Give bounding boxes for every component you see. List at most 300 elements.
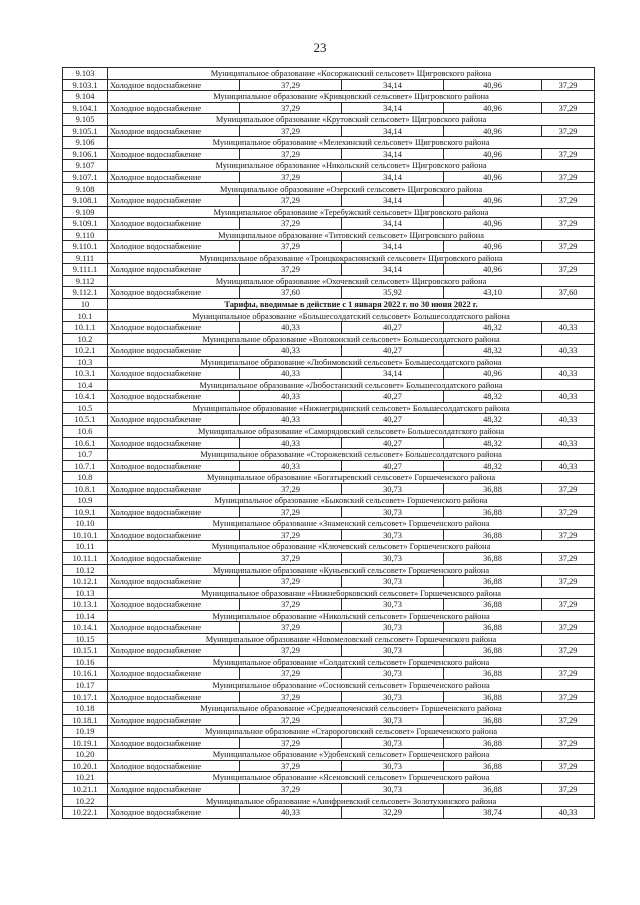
tariff-row <box>63 414 595 426</box>
tariff-value-3: 48,32 <box>444 391 542 403</box>
service-name: Холодное водоснабжение <box>108 737 240 749</box>
tariff-row <box>63 322 595 334</box>
tariff-row <box>63 783 595 795</box>
row-number: 10.17.1 <box>63 691 108 703</box>
tariff-row <box>63 241 595 253</box>
tariff-value-2: 40,27 <box>342 322 444 334</box>
tariff-value-1: 37,29 <box>240 218 342 230</box>
municipality-name: Муниципальное образование «Богатыревский сельсовет» Горшеченского района <box>108 472 595 484</box>
row-number: 9.105 <box>63 114 108 126</box>
tariff-value-3: 36,88 <box>444 668 542 680</box>
tariff-value-2: 34,14 <box>342 368 444 380</box>
municipality-heading-row <box>63 795 595 807</box>
tariff-value-2: 34,14 <box>342 241 444 253</box>
municipality-heading-row <box>63 749 595 761</box>
tariff-value-2: 40,27 <box>342 391 444 403</box>
service-name: Холодное водоснабжение <box>108 437 240 449</box>
tariff-value-3: 40,96 <box>444 264 542 276</box>
row-number: 10.7 <box>63 449 108 461</box>
tariff-row <box>63 576 595 588</box>
tariff-value-4: 40,33 <box>542 391 595 403</box>
tariff-value-4: 40,33 <box>542 460 595 472</box>
tariff-value-2: 30,73 <box>342 668 444 680</box>
tariff-value-2: 34,14 <box>342 171 444 183</box>
service-name: Холодное водоснабжение <box>108 414 240 426</box>
service-name: Холодное водоснабжение <box>108 506 240 518</box>
tariff-value-3: 48,32 <box>444 437 542 449</box>
service-name: Холодное водоснабжение <box>108 529 240 541</box>
row-number: 10.18 <box>63 703 108 715</box>
municipality-heading-row <box>63 703 595 715</box>
municipality-heading-row <box>63 541 595 553</box>
municipality-name: Муниципальное образование «Косоржанский сельсовет» Щигровского района <box>108 68 595 80</box>
municipality-name: Муниципальное образование «Озерский сельсовет» Щигровского района <box>108 183 595 195</box>
tariff-row <box>63 345 595 357</box>
tariff-value-3: 36,88 <box>444 783 542 795</box>
service-name: Холодное водоснабжение <box>108 345 240 357</box>
tariff-value-4: 37,29 <box>542 622 595 634</box>
service-name: Холодное водоснабжение <box>108 783 240 795</box>
municipality-heading-row <box>63 495 595 507</box>
tariff-value-1: 37,29 <box>240 264 342 276</box>
service-name: Холодное водоснабжение <box>108 391 240 403</box>
tariff-value-3: 36,88 <box>444 552 542 564</box>
tariff-value-4: 37,29 <box>542 737 595 749</box>
tariff-value-2: 34,14 <box>342 102 444 114</box>
row-number: 10.6.1 <box>63 437 108 449</box>
row-number: 10.8.1 <box>63 483 108 495</box>
row-number: 9.108.1 <box>63 195 108 207</box>
tariff-value-2: 34,14 <box>342 79 444 91</box>
tariff-value-1: 37,29 <box>240 195 342 207</box>
tariff-row <box>63 622 595 634</box>
row-number: 9.111 <box>63 252 108 264</box>
tariff-value-4: 37,29 <box>542 148 595 160</box>
tariff-value-4: 37,29 <box>542 264 595 276</box>
municipality-name: Муниципальное образование «Крутовский сельсовет» Щигровского района <box>108 114 595 126</box>
tariff-value-2: 30,73 <box>342 645 444 657</box>
tariff-value-4: 40,33 <box>542 368 595 380</box>
municipality-name: Муниципальное образование «Саморядовский сельсовет» Большесолдатского района <box>108 425 595 437</box>
tariff-value-2: 32,29 <box>342 807 444 819</box>
tariff-row <box>63 368 595 380</box>
tariff-value-2: 30,73 <box>342 622 444 634</box>
row-number: 10.15.1 <box>63 645 108 657</box>
tariff-value-1: 37,29 <box>240 148 342 160</box>
municipality-name: Муниципальное образование «Анифриевский сельсовет» Золотухинского района <box>108 795 595 807</box>
row-number: 10.2 <box>63 333 108 345</box>
municipality-name: Муниципальное образование «Новомеловский сельсовет» Горшеченского района <box>108 633 595 645</box>
service-name: Холодное водоснабжение <box>108 645 240 657</box>
row-number: 9.107.1 <box>63 171 108 183</box>
tariff-value-2: 40,27 <box>342 414 444 426</box>
municipality-heading-row <box>63 137 595 149</box>
tariff-row <box>63 645 595 657</box>
municipality-heading-row <box>63 206 595 218</box>
municipality-name: Муниципальное образование «Ясеновский сельсовет» Горшеченского района <box>108 772 595 784</box>
municipality-name: Муниципальное образование «Солдатский сельсовет» Горшеченского района <box>108 656 595 668</box>
municipality-name: Муниципальное образование «Куньевский сельсовет» Горшеченского района <box>108 564 595 576</box>
tariff-value-1: 37,29 <box>240 668 342 680</box>
row-number: 10.6 <box>63 425 108 437</box>
tariff-value-3: 40,96 <box>444 218 542 230</box>
tariff-value-2: 30,73 <box>342 599 444 611</box>
row-number: 10.3.1 <box>63 368 108 380</box>
tariff-value-1: 37,29 <box>240 645 342 657</box>
row-number: 10.15 <box>63 633 108 645</box>
tariff-value-4: 37,29 <box>542 529 595 541</box>
tariff-value-1: 37,29 <box>240 529 342 541</box>
municipality-name: Муниципальное образование «Теребужский сельсовет» Щигровского района <box>108 206 595 218</box>
service-name: Холодное водоснабжение <box>108 691 240 703</box>
tariff-row <box>63 148 595 160</box>
row-number: 10.20 <box>63 749 108 761</box>
row-number: 10.14 <box>63 610 108 622</box>
tariff-value-2: 30,73 <box>342 760 444 772</box>
tariff-value-4: 37,29 <box>542 576 595 588</box>
tariff-value-2: 30,73 <box>342 483 444 495</box>
tariff-row <box>63 391 595 403</box>
tariff-row <box>63 714 595 726</box>
row-number: 10.5.1 <box>63 414 108 426</box>
tariff-row <box>63 460 595 472</box>
municipality-name: Муниципальное образование «Никольский сельсовет» Горшеченского района <box>108 610 595 622</box>
tariff-row <box>63 483 595 495</box>
tariff-row <box>63 760 595 772</box>
tariff-value-3: 40,96 <box>444 195 542 207</box>
tariff-row <box>63 437 595 449</box>
tariff-value-2: 30,73 <box>342 737 444 749</box>
tariff-value-1: 37,29 <box>240 737 342 749</box>
tariff-row <box>63 287 595 299</box>
municipality-heading-row <box>63 610 595 622</box>
row-number: 9.106.1 <box>63 148 108 160</box>
row-number: 10.20.1 <box>63 760 108 772</box>
tariff-value-2: 35,92 <box>342 287 444 299</box>
section-title: Тарифы, вводимые в действие с 1 января 2022 г. по 30 июня 2022 г. <box>108 298 595 310</box>
municipality-heading-row <box>63 356 595 368</box>
row-number: 10.18.1 <box>63 714 108 726</box>
tariff-value-2: 30,73 <box>342 691 444 703</box>
service-name: Холодное водоснабжение <box>108 125 240 137</box>
service-name: Холодное водоснабжение <box>108 599 240 611</box>
tariff-value-3: 36,88 <box>444 506 542 518</box>
tariff-value-3: 40,96 <box>444 368 542 380</box>
tariff-value-4: 40,33 <box>542 322 595 334</box>
row-number: 10.11.1 <box>63 552 108 564</box>
tariff-row <box>63 195 595 207</box>
tariff-value-1: 40,33 <box>240 460 342 472</box>
municipality-name: Муниципальное образование «Нижнеборковский сельсовет» Горшеченского района <box>108 587 595 599</box>
tariff-value-1: 37,29 <box>240 125 342 137</box>
tariff-value-3: 48,32 <box>444 345 542 357</box>
tariff-value-2: 40,27 <box>342 345 444 357</box>
row-number: 10.8 <box>63 472 108 484</box>
row-number: 10.12 <box>63 564 108 576</box>
row-number: 10.13 <box>63 587 108 599</box>
row-number: 9.103.1 <box>63 79 108 91</box>
tariff-value-3: 36,88 <box>444 714 542 726</box>
row-number: 10.7.1 <box>63 460 108 472</box>
tariff-row <box>63 599 595 611</box>
service-name: Холодное водоснабжение <box>108 483 240 495</box>
tariff-table-container <box>62 67 594 819</box>
tariff-value-2: 34,14 <box>342 264 444 276</box>
tariff-value-3: 36,88 <box>444 622 542 634</box>
tariff-value-4: 40,33 <box>542 807 595 819</box>
municipality-name: Муниципальное образование «Любостанский сельсовет» Большесолдатского района <box>108 379 595 391</box>
tariff-row <box>63 506 595 518</box>
row-number: 9.105.1 <box>63 125 108 137</box>
tariff-row <box>63 668 595 680</box>
row-number: 10.13.1 <box>63 599 108 611</box>
row-number: 9.104.1 <box>63 102 108 114</box>
tariff-value-4: 37,29 <box>542 506 595 518</box>
tariff-value-4: 37,29 <box>542 483 595 495</box>
tariff-value-1: 40,33 <box>240 807 342 819</box>
tariff-value-4: 37,29 <box>542 714 595 726</box>
municipality-heading-row <box>63 91 595 103</box>
tariff-value-4: 40,33 <box>542 437 595 449</box>
municipality-name: Муниципальное образование «Никольский сельсовет» Щигровского района <box>108 160 595 172</box>
tariff-table-body <box>63 68 595 819</box>
row-number: 10.4.1 <box>63 391 108 403</box>
row-number: 10.2.1 <box>63 345 108 357</box>
municipality-name: Муниципальное образование «Знаменский сельсовет» Горшеченского района <box>108 518 595 530</box>
row-number: 9.104 <box>63 91 108 103</box>
tariff-value-4: 37,29 <box>542 125 595 137</box>
municipality-heading-row <box>63 518 595 530</box>
tariff-value-4: 37,29 <box>542 783 595 795</box>
municipality-name: Муниципальное образование «Титовский сельсовет» Щигровского района <box>108 229 595 241</box>
row-number: 10.12.1 <box>63 576 108 588</box>
tariff-value-4: 40,33 <box>542 345 595 357</box>
municipality-heading-row <box>63 252 595 264</box>
municipality-name: Муниципальное образование «Мелехинский сельсовет» Щигровского района <box>108 137 595 149</box>
tariff-value-2: 30,73 <box>342 506 444 518</box>
municipality-heading-row <box>63 656 595 668</box>
row-number: 9.110 <box>63 229 108 241</box>
tariff-row <box>63 737 595 749</box>
service-name: Холодное водоснабжение <box>108 714 240 726</box>
row-number: 10.1 <box>63 310 108 322</box>
service-name: Холодное водоснабжение <box>108 552 240 564</box>
municipality-heading-row <box>63 564 595 576</box>
municipality-name: Муниципальное образование «Волоконский сельсовет» Большесолдатского района <box>108 333 595 345</box>
municipality-heading-row <box>63 472 595 484</box>
tariff-row <box>63 218 595 230</box>
service-name: Холодное водоснабжение <box>108 287 240 299</box>
row-number: 9.109.1 <box>63 218 108 230</box>
row-number: 10.16.1 <box>63 668 108 680</box>
tariff-value-3: 36,88 <box>444 529 542 541</box>
tariff-value-3: 38,74 <box>444 807 542 819</box>
tariff-value-3: 36,88 <box>444 691 542 703</box>
tariff-value-3: 40,96 <box>444 125 542 137</box>
municipality-name: Муниципальное образование «Старороговский сельсовет» Горшеченского района <box>108 726 595 738</box>
tariff-value-4: 37,29 <box>542 691 595 703</box>
row-number: 9.109 <box>63 206 108 218</box>
tariff-value-1: 40,33 <box>240 345 342 357</box>
service-name: Холодное водоснабжение <box>108 576 240 588</box>
service-name: Холодное водоснабжение <box>108 807 240 819</box>
row-number: 10.19.1 <box>63 737 108 749</box>
row-number: 10.22 <box>63 795 108 807</box>
service-name: Холодное водоснабжение <box>108 622 240 634</box>
tariff-value-3: 36,88 <box>444 645 542 657</box>
municipality-heading-row <box>63 449 595 461</box>
tariff-value-3: 40,96 <box>444 79 542 91</box>
row-number: 9.108 <box>63 183 108 195</box>
tariff-value-4: 37,29 <box>542 760 595 772</box>
tariff-value-4: 37,29 <box>542 218 595 230</box>
tariff-value-3: 36,88 <box>444 760 542 772</box>
tariff-value-3: 36,88 <box>444 737 542 749</box>
tariff-value-4: 37,29 <box>542 79 595 91</box>
tariff-value-1: 37,29 <box>240 483 342 495</box>
service-name: Холодное водоснабжение <box>108 241 240 253</box>
row-number: 10.1.1 <box>63 322 108 334</box>
municipality-name: Муниципальное образование «Сторожевский сельсовет» Большесолдатского района <box>108 449 595 461</box>
tariff-value-1: 37,29 <box>240 714 342 726</box>
tariff-value-1: 37,29 <box>240 760 342 772</box>
municipality-name: Муниципальное образование «Быковский сельсовет» Горшеченского района <box>108 495 595 507</box>
tariff-value-2: 30,73 <box>342 714 444 726</box>
tariff-row <box>63 171 595 183</box>
tariff-value-3: 48,32 <box>444 322 542 334</box>
row-number: 10.9 <box>63 495 108 507</box>
row-number: 9.110.1 <box>63 241 108 253</box>
tariff-value-1: 40,33 <box>240 368 342 380</box>
tariff-value-3: 40,96 <box>444 148 542 160</box>
tariff-row <box>63 79 595 91</box>
tariff-row <box>63 125 595 137</box>
row-number: 9.107 <box>63 160 108 172</box>
row-number: 10.11 <box>63 541 108 553</box>
tariff-value-2: 30,73 <box>342 529 444 541</box>
tariff-value-4: 37,29 <box>542 599 595 611</box>
tariff-value-1: 40,33 <box>240 437 342 449</box>
row-number: 10.17 <box>63 679 108 691</box>
tariff-value-1: 37,29 <box>240 506 342 518</box>
tariff-table <box>62 67 595 819</box>
tariff-row <box>63 264 595 276</box>
service-name: Холодное водоснабжение <box>108 102 240 114</box>
tariff-value-1: 37,29 <box>240 102 342 114</box>
tariff-value-3: 36,88 <box>444 576 542 588</box>
tariff-value-4: 37,29 <box>542 668 595 680</box>
tariff-value-1: 37,29 <box>240 171 342 183</box>
tariff-value-3: 43,10 <box>444 287 542 299</box>
row-number: 10.5 <box>63 402 108 414</box>
tariff-value-2: 34,14 <box>342 148 444 160</box>
municipality-heading-row <box>63 379 595 391</box>
tariff-value-2: 40,27 <box>342 437 444 449</box>
municipality-heading-row <box>63 333 595 345</box>
tariff-value-1: 40,33 <box>240 414 342 426</box>
tariff-value-1: 37,29 <box>240 576 342 588</box>
tariff-value-1: 40,33 <box>240 391 342 403</box>
tariff-row <box>63 552 595 564</box>
tariff-value-1: 37,29 <box>240 783 342 795</box>
service-name: Холодное водоснабжение <box>108 264 240 276</box>
row-number: 10.3 <box>63 356 108 368</box>
row-number: 9.111.1 <box>63 264 108 276</box>
tariff-value-4: 37,29 <box>542 552 595 564</box>
tariff-value-1: 37,29 <box>240 691 342 703</box>
tariff-value-1: 37,29 <box>240 599 342 611</box>
tariff-value-1: 40,33 <box>240 322 342 334</box>
tariff-row <box>63 529 595 541</box>
municipality-name: Муниципальное образование «Троицкокраснянский сельсовет» Щигровского района <box>108 252 595 264</box>
row-number: 9.103 <box>63 68 108 80</box>
tariff-value-4: 40,33 <box>542 414 595 426</box>
service-name: Холодное водоснабжение <box>108 368 240 380</box>
row-number: 10.21 <box>63 772 108 784</box>
tariff-row <box>63 691 595 703</box>
row-number: 10.10 <box>63 518 108 530</box>
tariff-value-1: 37,29 <box>240 622 342 634</box>
municipality-heading-row <box>63 183 595 195</box>
tariff-value-1: 37,29 <box>240 79 342 91</box>
tariff-value-1: 37,29 <box>240 241 342 253</box>
municipality-heading-row <box>63 229 595 241</box>
section-title-row <box>63 298 595 310</box>
municipality-name: Муниципальное образование «Сосновский сельсовет» Горшеченского района <box>108 679 595 691</box>
municipality-heading-row <box>63 633 595 645</box>
row-number: 10.14.1 <box>63 622 108 634</box>
tariff-value-3: 48,32 <box>444 460 542 472</box>
tariff-value-1: 37,29 <box>240 552 342 564</box>
tariff-value-4: 37,29 <box>542 171 595 183</box>
row-number: 10.22.1 <box>63 807 108 819</box>
tariff-value-4: 37,29 <box>542 241 595 253</box>
municipality-heading-row <box>63 160 595 172</box>
row-number: 9.112 <box>63 275 108 287</box>
municipality-heading-row <box>63 310 595 322</box>
tariff-value-3: 40,96 <box>444 241 542 253</box>
municipality-heading-row <box>63 402 595 414</box>
municipality-heading-row <box>63 679 595 691</box>
tariff-value-2: 34,14 <box>342 125 444 137</box>
service-name: Холодное водоснабжение <box>108 171 240 183</box>
service-name: Холодное водоснабжение <box>108 148 240 160</box>
tariff-value-3: 40,96 <box>444 102 542 114</box>
tariff-value-4: 37,29 <box>542 645 595 657</box>
page-number: 23 <box>313 40 327 55</box>
municipality-heading-row <box>63 587 595 599</box>
municipality-name: Муниципальное образование «Ключевский сельсовет» Горшеченского района <box>108 541 595 553</box>
row-number: 10.4 <box>63 379 108 391</box>
tariff-row <box>63 807 595 819</box>
row-number: 10.16 <box>63 656 108 668</box>
tariff-value-3: 40,96 <box>444 171 542 183</box>
section-number: 10 <box>63 298 108 310</box>
municipality-name: Муниципальное образование «Удобенский сельсовет» Горшеченского района <box>108 749 595 761</box>
municipality-heading-row <box>63 114 595 126</box>
tariff-value-1: 37,60 <box>240 287 342 299</box>
row-number: 10.9.1 <box>63 506 108 518</box>
municipality-name: Муниципальное образование «Нижнегридинский сельсовет» Большесолдатского района <box>108 402 595 414</box>
row-number: 10.21.1 <box>63 783 108 795</box>
municipality-name: Муниципальное образование «Охочевский сельсовет» Щигровского района <box>108 275 595 287</box>
tariff-value-4: 37,29 <box>542 102 595 114</box>
row-number: 9.112.1 <box>63 287 108 299</box>
tariff-value-3: 36,88 <box>444 483 542 495</box>
row-number: 10.10.1 <box>63 529 108 541</box>
municipality-heading-row <box>63 68 595 80</box>
tariff-value-2: 34,14 <box>342 218 444 230</box>
